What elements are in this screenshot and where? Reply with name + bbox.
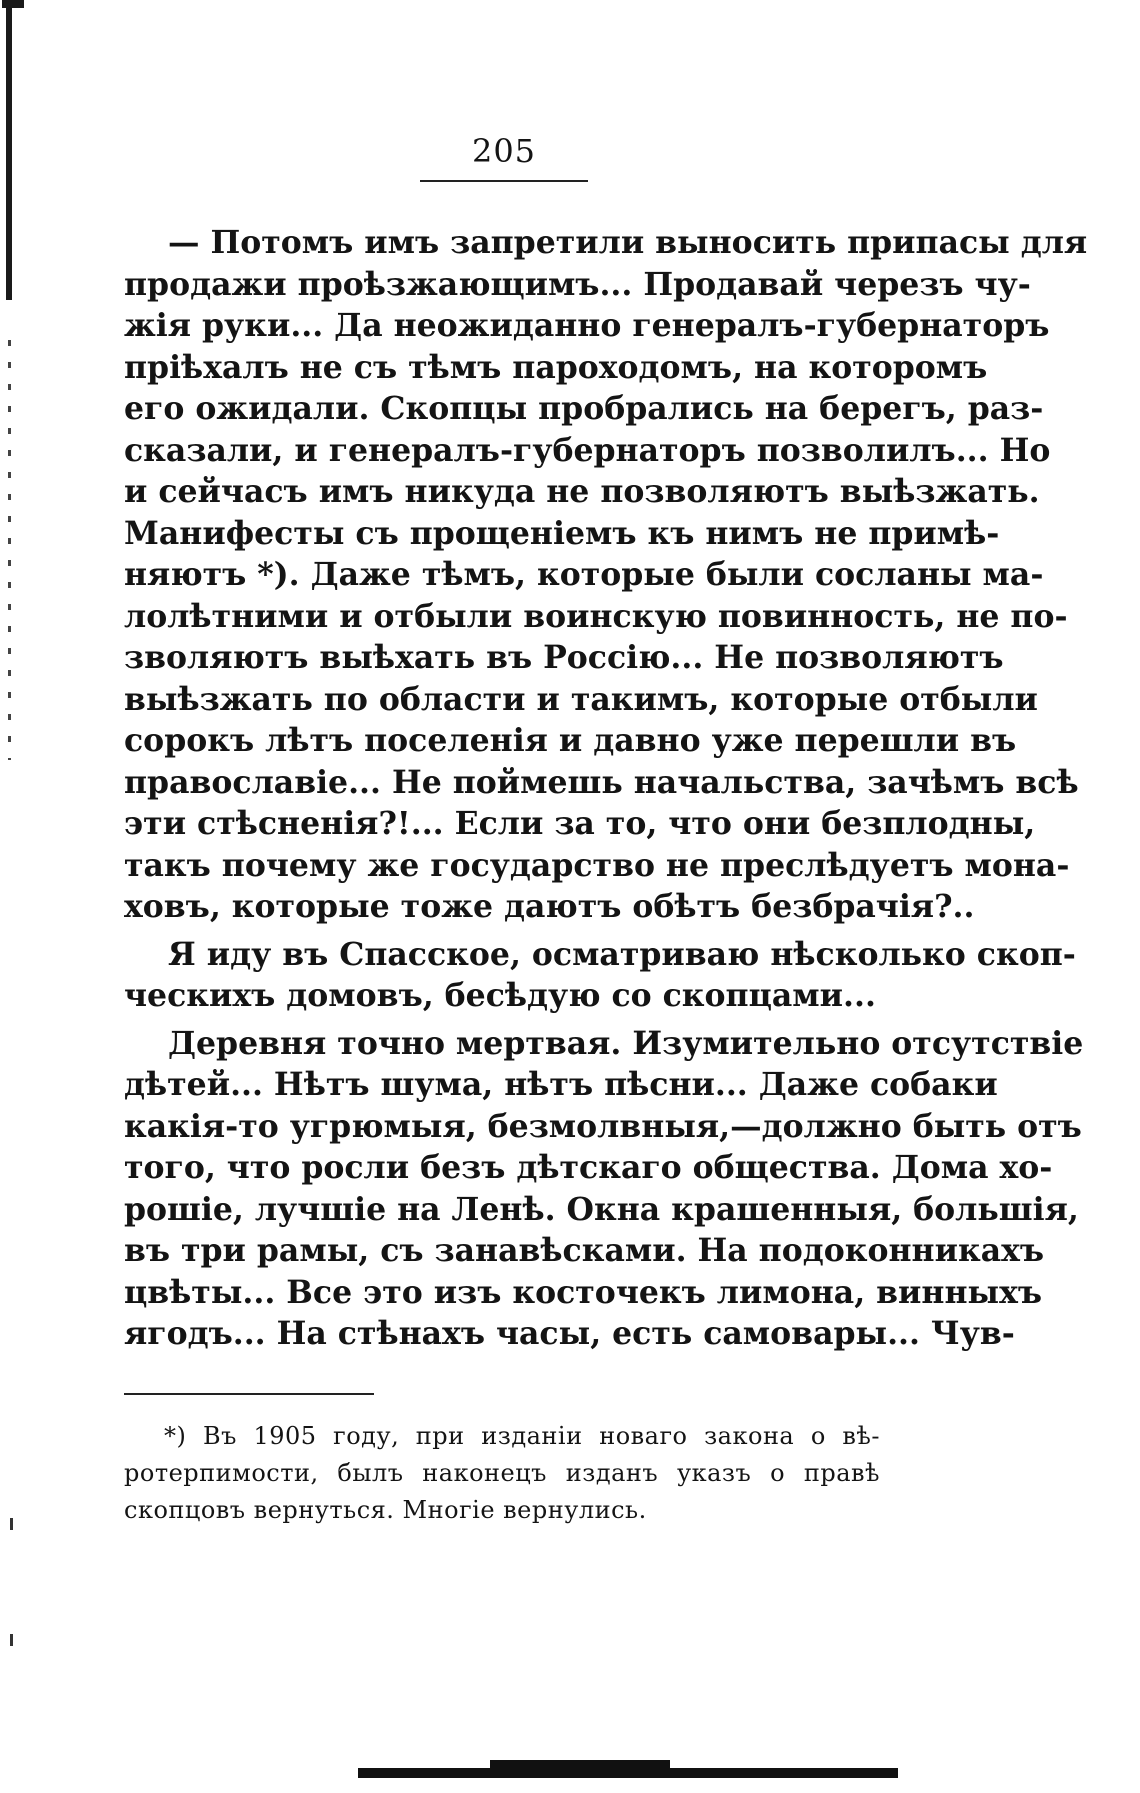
footnote (124, 1418, 880, 1529)
text-line: лолѣтними и отбыли воинскую повинность, не по- (124, 597, 1068, 635)
footnote-line: ротерпимости, былъ наконецъ изданъ указъ о правѣ (124, 1459, 880, 1487)
scan-edge-mark (8, 340, 11, 760)
text-line: ческихъ домовъ, бесѣдую со скопцами... (124, 977, 876, 1014)
text-line: ягодъ... На стѣнахъ часы, есть самовары... Чув- (124, 1315, 1015, 1352)
text-line: — Потомъ имъ запретили выносить припасы для (168, 224, 1088, 261)
scan-edge-mark (6, 0, 12, 300)
text-line: сказали, и генералъ-губернаторъ позволилъ... Но (124, 431, 1051, 469)
text-line: Я иду въ Спасское, осматриваю нѣсколько скоп- (168, 935, 1076, 973)
scan-edge-mark (10, 1634, 13, 1646)
text-line: какія-то угрюмыя, безмолвныя,—должно быть отъ (124, 1107, 1082, 1145)
scan-edge-mark (10, 1518, 13, 1530)
text-line: его ожидали. Скопцы пробрались на берегъ, раз- (124, 390, 1044, 427)
text-line: жія руки... Да неожиданно генералъ-губернаторъ (124, 307, 1050, 344)
text-line: няютъ *). Даже тѣмъ, которые были сосланы ма- (124, 556, 1044, 593)
text-line: сорокъ лѣтъ поселенія и давно уже перешли въ (124, 722, 1017, 759)
text-line: въ три рамы, съ занавѣсками. На подоконникахъ (124, 1232, 1045, 1269)
text-line: дѣтей... Нѣтъ шума, нѣтъ пѣсни... Даже собаки (124, 1066, 998, 1103)
text-line: и сейчасъ имъ никуда не позволяютъ выѣзжать. (124, 473, 1040, 510)
text-line: зволяютъ выѣхать въ Россію... Не позволяютъ (124, 639, 1004, 676)
text-line: выѣзжать по области и такимъ, которые отбыли (124, 680, 1038, 718)
text-line: продажи проѣзжающимъ... Продавай черезъ чу- (124, 265, 1031, 303)
text-line: ховъ, которые тоже даютъ обѣтъ безбрачія?.. (124, 888, 975, 925)
footnote-line: скопцовъ вернуться. Многіе вернулись. (124, 1496, 647, 1524)
text-line: Деревня точно мертвая. Изумительно отсутствіе (168, 1024, 1084, 1062)
text-line: Манифесты съ прощеніемъ къ нимъ не примѣ- (124, 514, 1000, 552)
footnote-rule (124, 1393, 374, 1395)
text-line: православіе... Не поймешь начальства, зачѣмъ всѣ (124, 763, 1079, 801)
footnote-line: *) Въ 1905 году, при изданіи новаго закона о вѣ- (164, 1422, 880, 1450)
page-number: 205 (471, 132, 537, 170)
text-line: цвѣты... Все это изъ косточекъ лимона, винныхъ (124, 1273, 1043, 1311)
body-text (124, 222, 1088, 1355)
text-line: такъ почему же государство не преслѣдуетъ мона- (124, 846, 1070, 884)
text-line: того, что росли безъ дѣтскаго общества. Дома хо- (124, 1149, 1053, 1186)
text-line: пріѣхалъ не съ тѣмъ пароходомъ, на которомъ (124, 348, 988, 386)
scan-bottom-bar (490, 1760, 670, 1778)
page-number-rule (420, 180, 588, 182)
text-line: эти стѣсненія?!... Если за то, что они безплодны, (124, 805, 1036, 842)
text-line: рошіе, лучшіе на Ленѣ. Окна крашенныя, большія, (124, 1190, 1079, 1228)
